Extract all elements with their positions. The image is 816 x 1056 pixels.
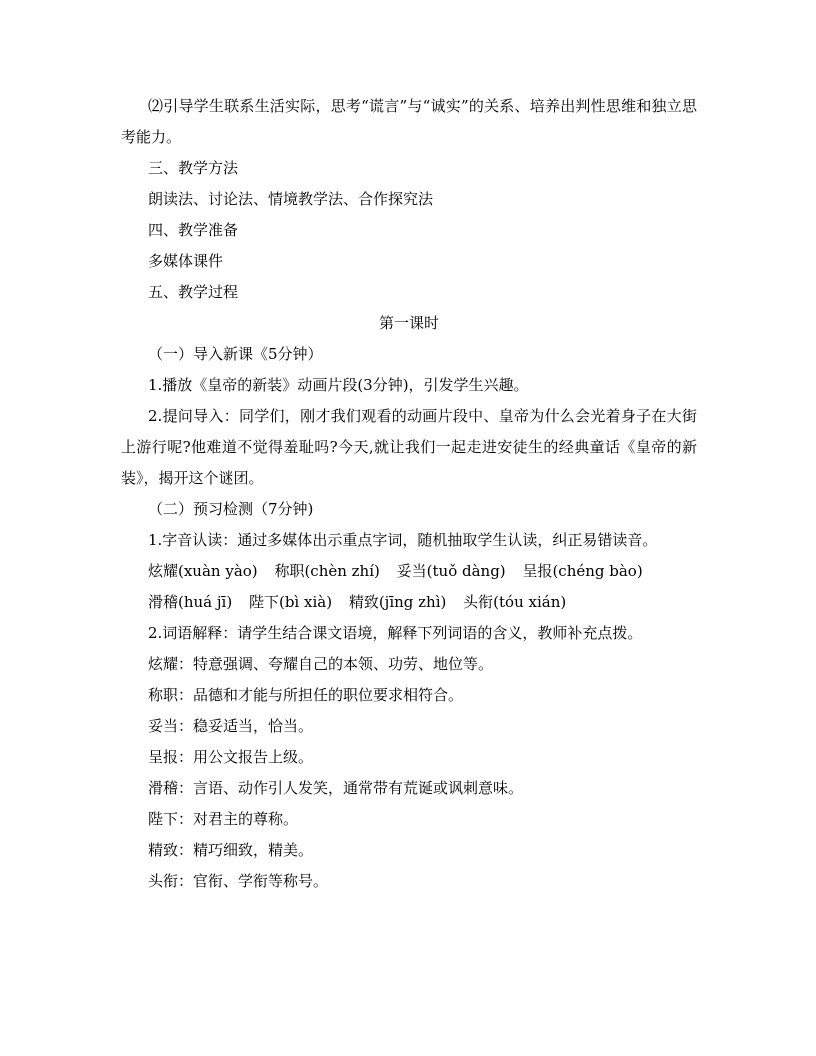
document-body <box>121 91 697 897</box>
definition-item: 妥当：稳妥适当，恰当。 <box>148 717 314 735</box>
pinyin-word: 炫耀(xuàn yào) <box>148 562 258 580</box>
pinyin-row-1 <box>121 556 697 587</box>
pinyin-word: 妥当(tuǒ dàng) <box>396 562 506 580</box>
definition-item: 滑稽：言语、动作引人发笑，通常带有荒诞或讽刺意味。 <box>148 779 524 797</box>
pinyin-row-2 <box>121 587 697 618</box>
section-intro-title: （一）导入新课《5分钟） <box>148 345 323 363</box>
objective-paragraph: ⑵引导学生联系生活实际，思考“谎言”与“诚实”的关系、培养出判性思维和独立思考能力。 <box>121 97 697 146</box>
heading-teaching-process: 五、教学过程 <box>148 283 239 301</box>
heading-teaching-preparation: 四、教学准备 <box>148 221 239 239</box>
section-intro-item-2: 2.提问导入：同学们，刚才我们观看的动画片段中、皇帝为什么会光着身子在大街上游行呢?他难道不觉得羞耻吗?今天,就让我们一起走进安徒生的经典童话《皇帝的新装》，揭开这个谜团。 <box>121 407 697 487</box>
definition-item: 呈报：用公文报告上级。 <box>148 748 314 766</box>
definition-item: 炫耀：特意强调、夸耀自己的本领、功劳、地位等。 <box>148 655 494 673</box>
definition-item: 头衔：官衔、学衔等称号。 <box>148 872 329 890</box>
pinyin-word: 陛下(bì xià) <box>248 593 333 611</box>
section-intro-item-1: 1.播放《皇帝的新装》动画片段(3分钟)，引发学生兴趣。 <box>148 376 529 394</box>
definition-item: 精致：精巧细致，精美。 <box>148 841 314 859</box>
lesson-title: 第一课时 <box>378 314 439 332</box>
teaching-methods-text: 朗读法、讨论法、情境教学法、合作探究法 <box>148 190 434 208</box>
section-preview-item-2: 2.词语解释：请学生结合课文语境，解释下列词语的含义，教师补充点拨。 <box>148 624 643 642</box>
pinyin-word: 精致(jīng zhì) <box>348 593 447 611</box>
teaching-preparation-text: 多媒体课件 <box>148 252 224 270</box>
heading-teaching-methods: 三、教学方法 <box>148 159 239 177</box>
pinyin-word: 称职(chèn zhí) <box>274 562 380 580</box>
pinyin-word: 呈报(chéng bào) <box>522 562 643 580</box>
pinyin-word: 滑稽(huá jī) <box>148 593 233 611</box>
definition-item: 陛下：对君主的尊称。 <box>148 810 299 828</box>
pinyin-word: 头衔(tóu xián) <box>463 593 567 611</box>
section-preview-title: （二）预习检测（7分钟) <box>148 500 314 518</box>
definition-item: 称职：品德和才能与所担任的职位要求相符合。 <box>148 686 464 704</box>
section-preview-item-1: 1.字音认读：通过多媒体出示重点字词，随机抽取学生认读，纠正易错读音。 <box>148 531 658 549</box>
